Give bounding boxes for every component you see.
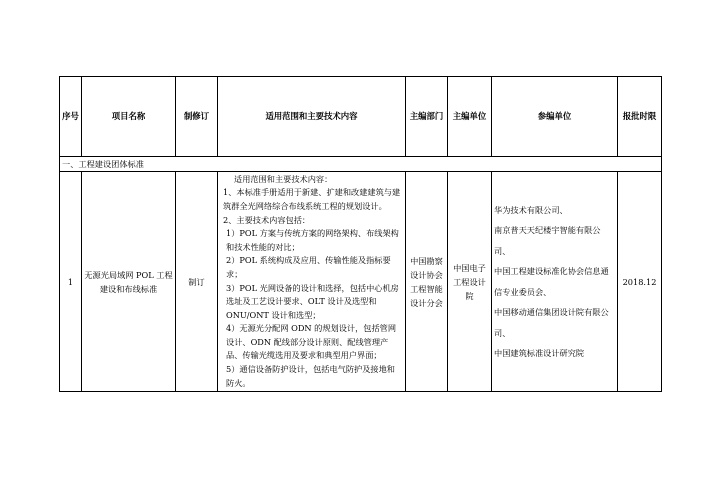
scope-item-2: 2、主要技术内容包括： [223, 214, 311, 225]
participant-item: 中国工程建设标准化协会信息通信专业委员会、 [494, 266, 609, 297]
scope-subitem-4: 4）无源光分配网 ODN 的规划设计，包括管网设计、ODN 配线部分设计原则、配线管理产品、传输光缆选用及要求和典型用户界面； [226, 323, 397, 361]
scope-subitem-5: 5）通信设备防护设计，包括电气防护及接地和防火。 [226, 364, 395, 388]
participant-item: 中国建筑标准设计研究院 [494, 348, 585, 358]
header-chief-unit: 主编单位 [448, 77, 492, 157]
row-chief-dept: 中国勘察设计协会工程智能设计分会 [406, 172, 448, 392]
scope-subitem-3: 3）POL 光网设备的设计和选择，包括中心机房选址及工艺设计要求、OLT 设计及选型和 ONU/ONT 设计和选型； [226, 282, 399, 320]
header-revision: 制修订 [176, 77, 218, 157]
scope-subitem-2: 2）POL 系统构成及应用、传输性能及指标要求； [226, 255, 391, 279]
row-deadline: 2018.12 [618, 172, 662, 392]
scope-intro: 适用范围和主要技术内容： [234, 173, 333, 184]
participant-item: 南京普天天纪楼宇智能有限公司、 [494, 225, 601, 256]
header-name: 项目名称 [82, 77, 176, 157]
participant-item: 中国移动通信集团设计院有限公司、 [494, 307, 609, 338]
table-row [60, 172, 662, 392]
participant-item: 华为技术有限公司、 [494, 204, 568, 215]
header-chief-dept: 主编部门 [406, 77, 448, 157]
row-scope [218, 172, 406, 392]
scope-item-1: 1、本标准手册适用于新建、扩建和改建建筑与建筑群全光网络综合布线系统工程的规划设计。 [223, 187, 401, 211]
scope-subitem-1: 1）POL 方案与传统方案的网络架构、布线架构和技术性能的对比； [226, 228, 399, 252]
row-seq: 1 [60, 172, 82, 392]
header-scope: 适用范围和主要技术内容 [218, 77, 406, 157]
standards-table [59, 76, 662, 392]
category-row [60, 157, 662, 172]
header-seq: 序号 [60, 77, 82, 157]
row-name: 无源光局域网 POL 工程建设和布线标准 [82, 172, 176, 392]
row-chief-unit: 中国电子工程设计院 [448, 172, 492, 392]
header-participants: 参编单位 [492, 77, 618, 157]
row-participants [492, 172, 618, 392]
header-deadline: 报批时限 [618, 77, 662, 157]
category-label: 一、工程建设团体标准 [60, 157, 662, 172]
row-revision: 制订 [176, 172, 218, 392]
table-header-row [60, 77, 662, 157]
